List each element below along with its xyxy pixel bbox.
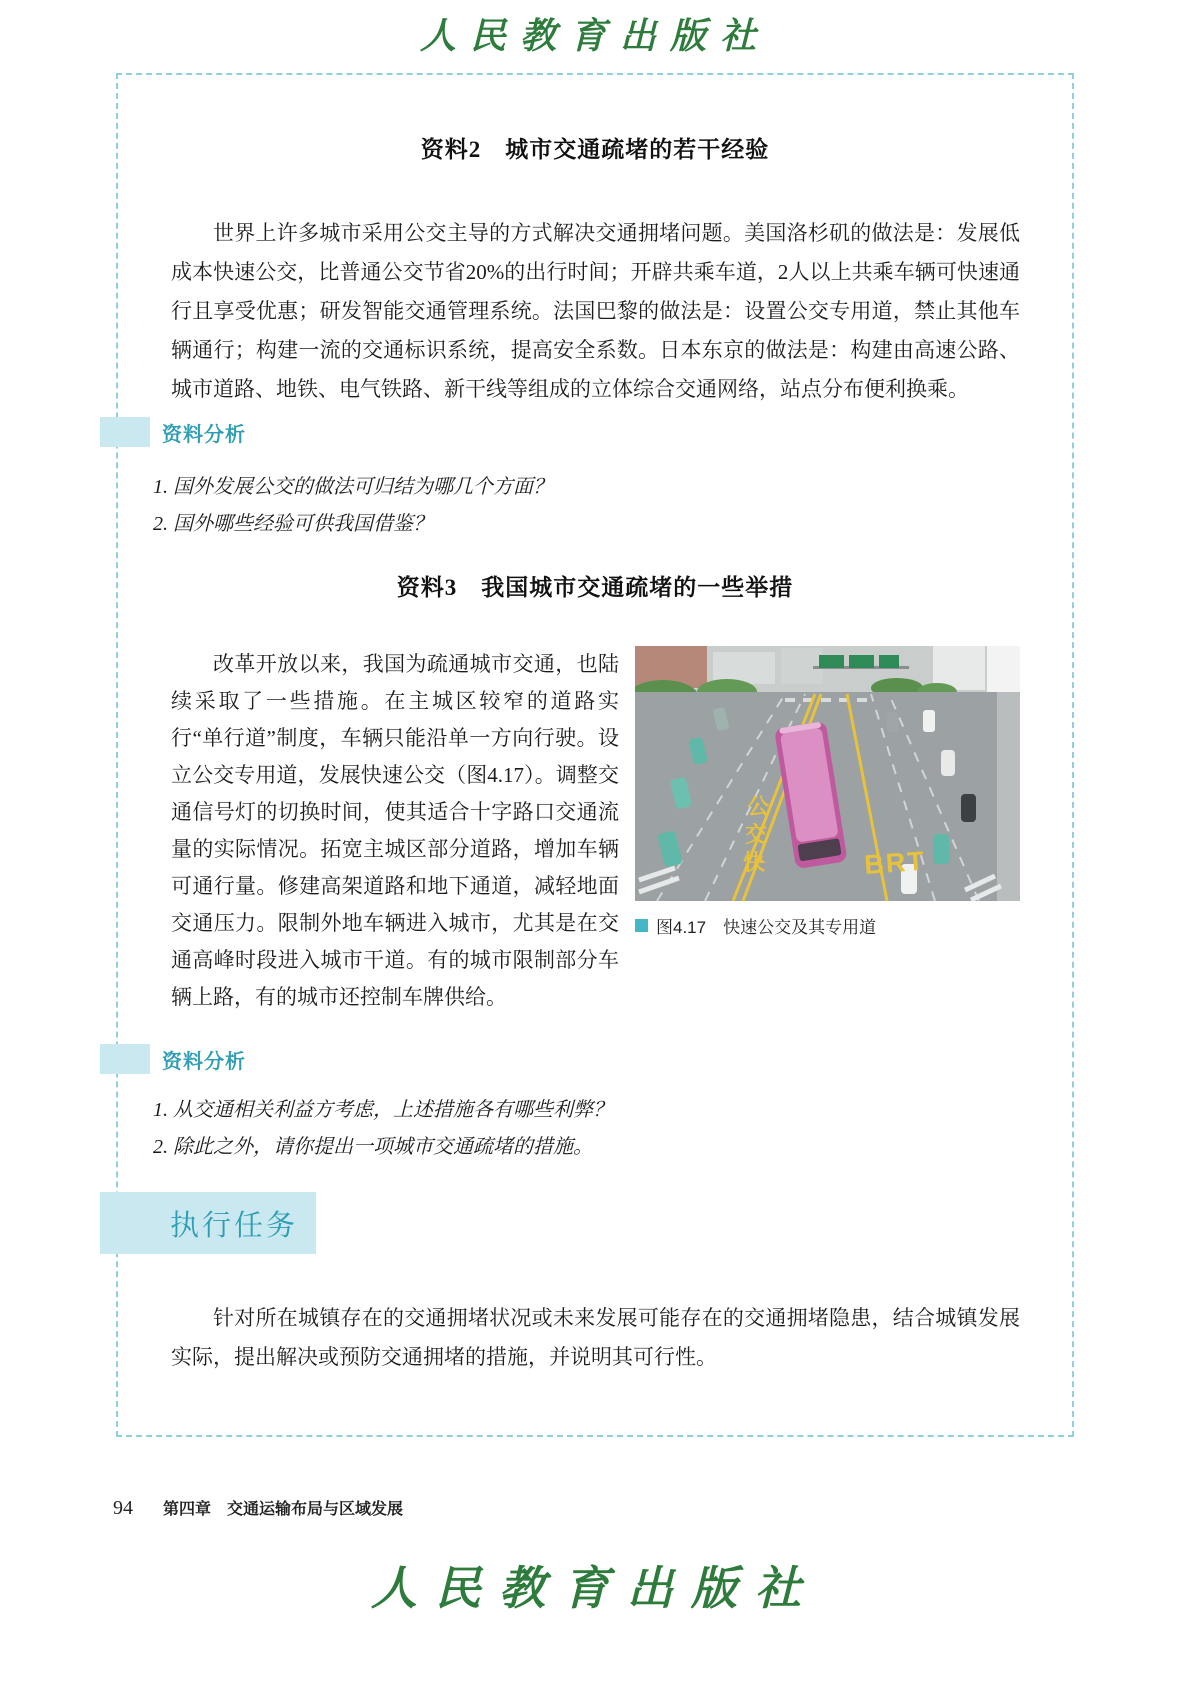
task-body: 针对所在城镇存在的交通拥堵状况或未来发展可能存在的交通拥堵隐患，结合城镇发展实际，提出解决或预防交通拥堵的措施，并说明其可行性。 [171,1306,1020,1369]
section2-body: 世界上许多城市采用公交主导的方式解决交通拥堵问题。美国洛杉矶的做法是：发展低成本快速公交，比普通公交节省20%的出行时间；开辟共乘车道，2人以上共乘车辆可快速通行且享受优惠；研发智能交通管理系统。法国巴黎的做法是：设置公交专用道，禁止其他车辆通行；构建一流的交通标识系统，提高安全系数。日本东京的做法是：构建由高速公路、城市道路、地铁、电气铁路、新干线等组成的立体综合交通网络，站点分布便利换乘。 [171,221,1020,401]
question-item: 1. 国外发展公交的做法可归结为哪几个方面？ [153,476,553,498]
publisher-logo-bottom: 人民教育出版社 [371,1563,819,1614]
photo-green-road-sign [879,655,899,668]
section3-questions [153,1092,1032,1166]
content-frame [116,73,1074,1437]
photo-brt-marking: BRT [863,845,927,880]
analysis-highlight-block [100,1044,150,1074]
chapter-label: 第四章 [163,1501,212,1518]
photo-green-road-sign [819,655,844,668]
analysis-section-header-1 [100,417,1072,447]
publisher-logo-top: 人民教育出版社 [419,16,770,56]
caption-square-icon [635,919,648,932]
analysis-highlight-block [100,417,150,447]
section3-body: 改革开放以来，我国为疏通城市交通，也陆续采取了一些措施。在主城区较窄的道路实行“单行道”制度，车辆只能沿单一方向行驶。设立公交专用道，发展快速公交（图4.17）。调整交通信号灯的切换时间，使其适合十字路口交通流量的实际情况。拓宽主城区部分道路，增加车辆可通行量。修建高架道路和地下通道，减轻地面交通压力。限制外地车辆进入城市，尤其是在交通高峰时段进入城市干道。有的城市限制部分车辆上路，有的城市还控制车牌供给。 [171,652,619,1009]
chapter-title: 交通运输布局与区域发展 [227,1501,404,1518]
photo-sidewalk [997,692,1020,901]
section3-title: 资料3 我国城市交通疏堵的一些举措 [396,575,794,600]
figure-caption [635,913,1020,938]
question-item: 2. 除此之外，请你提出一项城市交通疏堵的措施。 [153,1136,593,1158]
section2-title: 资料2 城市交通疏堵的若干经验 [420,137,770,162]
page-number: 94 [113,1497,133,1519]
photo-green-road-sign [849,655,874,668]
figure-4-17 [635,646,1020,938]
svg-text:快: 快 [743,850,766,875]
section2-questions [153,469,1032,543]
question-item: 1. 从交通相关利益方考虑，上述措施各有哪些利弊？ [153,1099,613,1121]
section3-content-row [171,646,1020,1016]
svg-text:公: 公 [747,794,770,819]
analysis-section-header-2 [100,1044,1072,1074]
task-label: 执行任务 [170,1209,299,1242]
page-footer [113,1496,403,1520]
task-section-header [100,1192,316,1254]
brt-street-photo [635,646,1020,901]
svg-text:交: 交 [745,822,768,847]
analysis-label: 资料分析 [162,1050,246,1073]
figure-caption-text: 图4.17 快速公交及其专用道 [656,918,877,937]
question-item: 2. 国外哪些经验可供我国借鉴？ [153,513,433,535]
photo-building-tall [987,646,1020,692]
analysis-label: 资料分析 [162,423,246,446]
